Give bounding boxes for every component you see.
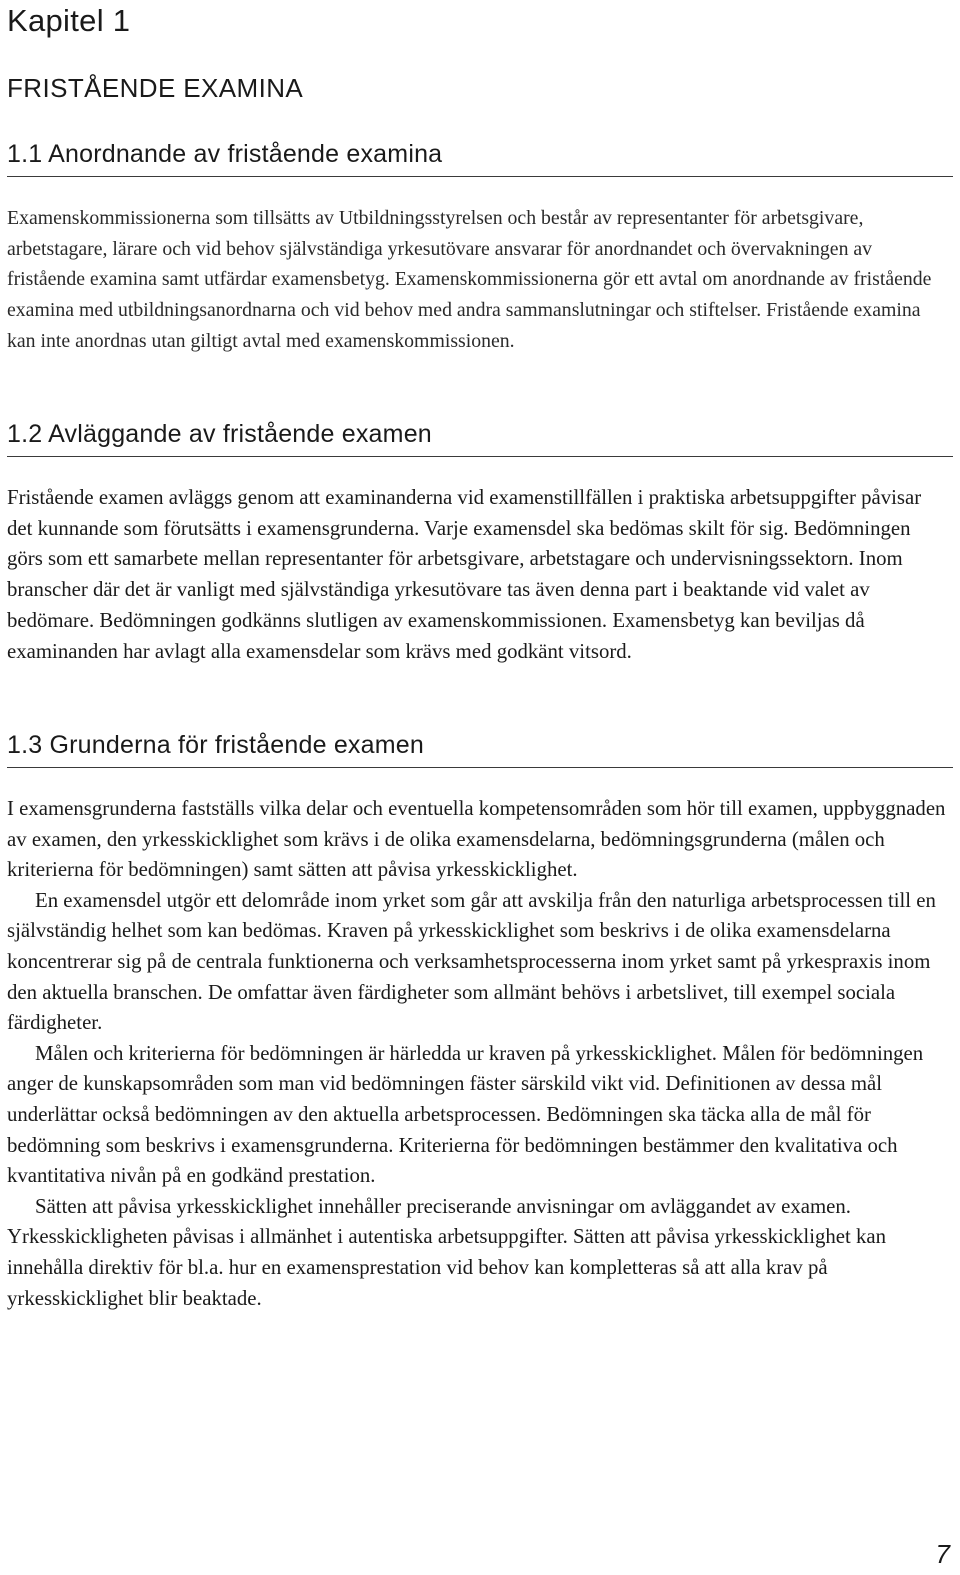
section-body-1-2 (7, 483, 947, 667)
section-heading-1-3: 1.3 Grunderna för fristående examen (7, 728, 953, 768)
paragraph: Examenskommissionerna som tillsätts av Utbildningsstyrelsen och består av representanter för arbetsgivare, arbetstagare, lärare och vid behov självständiga yrkesutövare ansvarar för anordnandet och övervakningen av fristående examina samt utfärdar examensbetyg. Examenskommissionerna gör ett avtal om anordnande av fristående examina med utbildningsanordnarna och vid behov med andra sammanslutningar och stiftelser. Fristående examina kan inte anordnas utan giltigt avtal med examenskommissionen. (7, 207, 932, 352)
paragraph: I examensgrunderna fastställs vilka delar och eventuella kompetensområden som hör till examen, uppbyggnaden av examen, den yrkesskicklighet som krävs i de olika examensdelarna, bedömningsgrunderna (målen och kriterierna för bedömningen) samt sätten att påvisa yrkesskicklighet. (7, 797, 946, 882)
paragraph: Sätten att påvisa yrkesskicklighet innehåller preciserande anvisningar om avläggandet av examen. Yrkesskickligheten påvisas i allmänhet i autentiska arbetsuppgifter. Sätten att påvisa yrkesskicklighet kan innehålla direktiv för bl.a. hur en examensprestation vid behov kan kompletteras så att alla krav på yrkesskicklighet blir beaktade. (7, 1194, 887, 1310)
paragraph: Målen och kriterierna för bedömningen är härledda ur kraven på yrkesskicklighet. Målen för bedömningen anger de kunskapsområden som man vid bedömningen fäster särskild vikt vid. Definitionen av dessa mål underlättar också bedömningen av den aktuella arbetsprocessen. Bedömningen ska täcka alla de mål för bedömning som beskrivs i examensgrunderna. Kriterierna för bedömningen bestämmer den kvalitativa och kvantitativa nivån på en godkänd prestation. (7, 1041, 924, 1188)
paragraph: En examensdel utgör ett delområde inom yrket som går att avskilja från den naturliga arbetsprocessen till en självständig helhet som kan bedömas. Kraven på yrkesskicklighet som beskrivs i de olika examensdelarna koncentrerar sig på de centrala funktionerna och verksamhetsprocesserna inom yrket samt på yrkespraxis inom den aktuella branschen. De omfattar även färdigheter som allmänt behövs i arbetslivet, till exempel sociala färdigheter. (7, 888, 936, 1035)
section-body-1-3 (7, 794, 947, 1314)
chapter-label: Kapitel 1 (7, 3, 131, 38)
paragraph: Fristående examen avläggs genom att examinanderna vid examenstillfällen i praktiska arbetsuppgifter påvisar det kunnande som förutsätts i examensgrunderna. Varje examensdel ska bedömas skilt för sig. Bedömningen görs som ett samarbete mellan representanter för arbetsgivare, arbetstagare och undervisningssektorn. Inom branscher där det är vanligt med självständiga yrkesutövare tas även denna part i beaktande vid valet av bedömare. Bedömningen godkänns slutligen av examenskommissionen. Examensbetyg kan beviljas då examinanden har avlagt alla examensdelar som krävs med godkänt vitsord. (7, 486, 922, 663)
page-number: 7 (935, 1539, 950, 1569)
section-heading-1-2: 1.2 Avläggande av fristående examen (7, 417, 953, 457)
chapter-title: FRISTÅENDE EXAMINA (7, 73, 304, 103)
section-heading-1-1: 1.1 Anordnande av fristående examina (7, 137, 953, 177)
section-body-1-1 (7, 203, 947, 357)
